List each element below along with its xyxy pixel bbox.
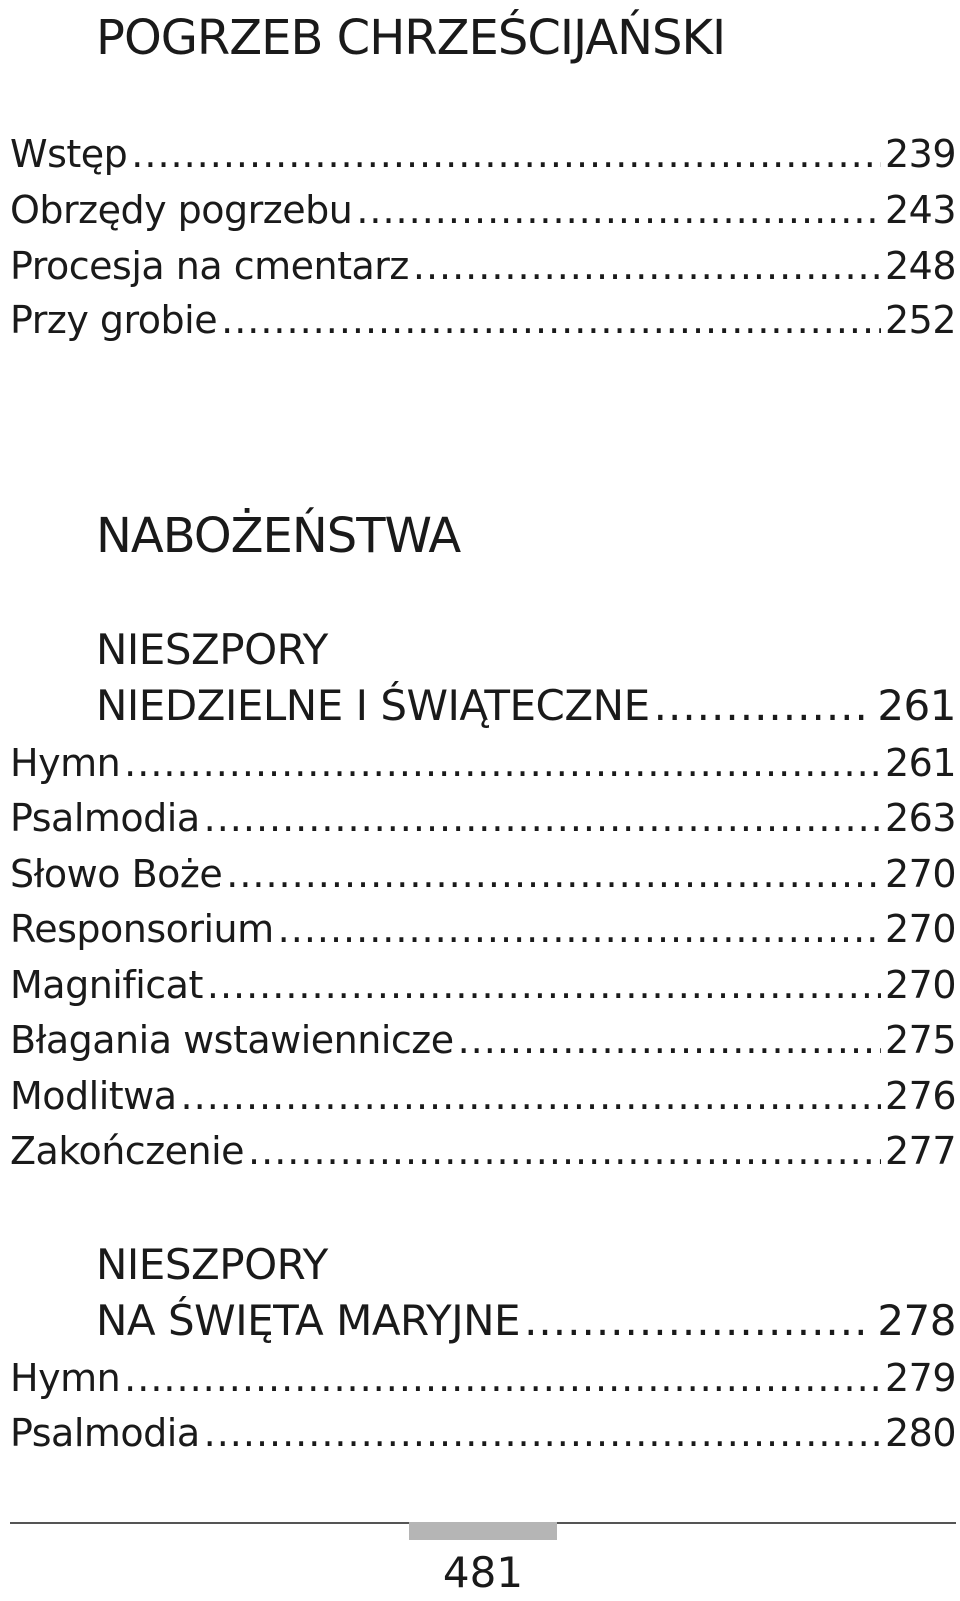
toc-entry-page: 278 bbox=[877, 1296, 956, 1345]
subsection-title-entry[interactable] bbox=[96, 1293, 956, 1349]
dot-leader bbox=[654, 678, 874, 734]
dot-leader bbox=[204, 1405, 881, 1461]
toc-entry-page: 263 bbox=[884, 796, 956, 840]
dot-leader bbox=[124, 1350, 881, 1406]
subsection-title-line2: NA ŚWIĘTA MARYJNE bbox=[96, 1296, 521, 1345]
subsection-title-entry[interactable] bbox=[96, 678, 956, 734]
dot-leader bbox=[413, 238, 881, 294]
dot-leader bbox=[207, 957, 881, 1013]
toc-entry-page: 270 bbox=[884, 907, 956, 951]
toc-entry[interactable] bbox=[10, 1350, 956, 1406]
toc-entry[interactable] bbox=[10, 1405, 956, 1461]
toc-entry-label: Słowo Boże bbox=[10, 852, 223, 896]
dot-leader bbox=[458, 1012, 881, 1068]
toc-entry-page: 270 bbox=[884, 963, 956, 1007]
toc-entry-page: 252 bbox=[884, 298, 956, 342]
toc-entry[interactable] bbox=[10, 126, 956, 182]
dot-leader bbox=[356, 182, 881, 238]
toc-entry-page: 279 bbox=[884, 1356, 956, 1400]
toc-entry[interactable] bbox=[10, 1123, 956, 1179]
toc-entry-page: 270 bbox=[884, 852, 956, 896]
toc-entry-label: Błagania wstawiennicze bbox=[10, 1018, 454, 1062]
toc-entry-page: 243 bbox=[884, 188, 956, 232]
toc-entry-page: 277 bbox=[884, 1129, 956, 1173]
toc-entry[interactable] bbox=[10, 1068, 956, 1124]
section-title-funeral: POGRZEB CHRZEŚCIJAŃSKI bbox=[96, 10, 726, 66]
toc-entry[interactable] bbox=[10, 182, 956, 238]
toc-entry[interactable] bbox=[10, 735, 956, 791]
subsection-title-line2: NIEDZIELNE I ŚWIĄTECZNE bbox=[96, 681, 650, 730]
dot-leader bbox=[226, 846, 881, 902]
dot-leader bbox=[278, 901, 881, 957]
toc-entry-page: 239 bbox=[884, 132, 956, 176]
toc-entry-page: 276 bbox=[884, 1074, 956, 1118]
toc-entry[interactable] bbox=[10, 292, 956, 348]
toc-entry[interactable] bbox=[10, 790, 956, 846]
dot-leader bbox=[248, 1123, 881, 1179]
toc-entry-label: Psalmodia bbox=[10, 796, 200, 840]
toc-entry-label: Obrzędy pogrzebu bbox=[10, 188, 353, 232]
page-number: 481 bbox=[442, 1548, 524, 1597]
dot-leader bbox=[524, 1293, 873, 1349]
toc-entry-label: Zakończenie bbox=[10, 1129, 245, 1173]
toc-entry-label: Psalmodia bbox=[10, 1411, 200, 1455]
toc-entry-page: 261 bbox=[877, 681, 956, 730]
toc-entry[interactable] bbox=[10, 901, 956, 957]
toc-entry-label: Procesja na cmentarz bbox=[10, 244, 409, 288]
dot-leader bbox=[181, 1068, 881, 1124]
dot-leader bbox=[204, 790, 881, 846]
toc-entry-page: 280 bbox=[884, 1411, 956, 1455]
toc-entry-page: 275 bbox=[884, 1018, 956, 1062]
toc-entry[interactable] bbox=[10, 957, 956, 1013]
footer-tab bbox=[409, 1522, 557, 1540]
toc-entry-label: Przy grobie bbox=[10, 298, 218, 342]
section-title-services: NABOŻEŃSTWA bbox=[96, 508, 461, 564]
toc-entry-label: Hymn bbox=[10, 741, 121, 785]
toc-entry-label: Magnificat bbox=[10, 963, 203, 1007]
toc-entry-page: 261 bbox=[884, 741, 956, 785]
toc-entry[interactable] bbox=[10, 846, 956, 902]
toc-entry-label: Wstęp bbox=[10, 132, 128, 176]
toc-entry-page: 248 bbox=[884, 244, 956, 288]
subsection-title-line1: NIESZPORY bbox=[96, 1240, 328, 1289]
toc-entry[interactable] bbox=[10, 238, 956, 294]
dot-leader bbox=[221, 292, 881, 348]
subsection-title-line1: NIESZPORY bbox=[96, 625, 328, 674]
toc-entry[interactable] bbox=[10, 1012, 956, 1068]
toc-entry-label: Modlitwa bbox=[10, 1074, 177, 1118]
dot-leader bbox=[124, 735, 881, 791]
toc-entry-label: Responsorium bbox=[10, 907, 274, 951]
toc-entry-label: Hymn bbox=[10, 1356, 121, 1400]
dot-leader bbox=[131, 126, 881, 182]
